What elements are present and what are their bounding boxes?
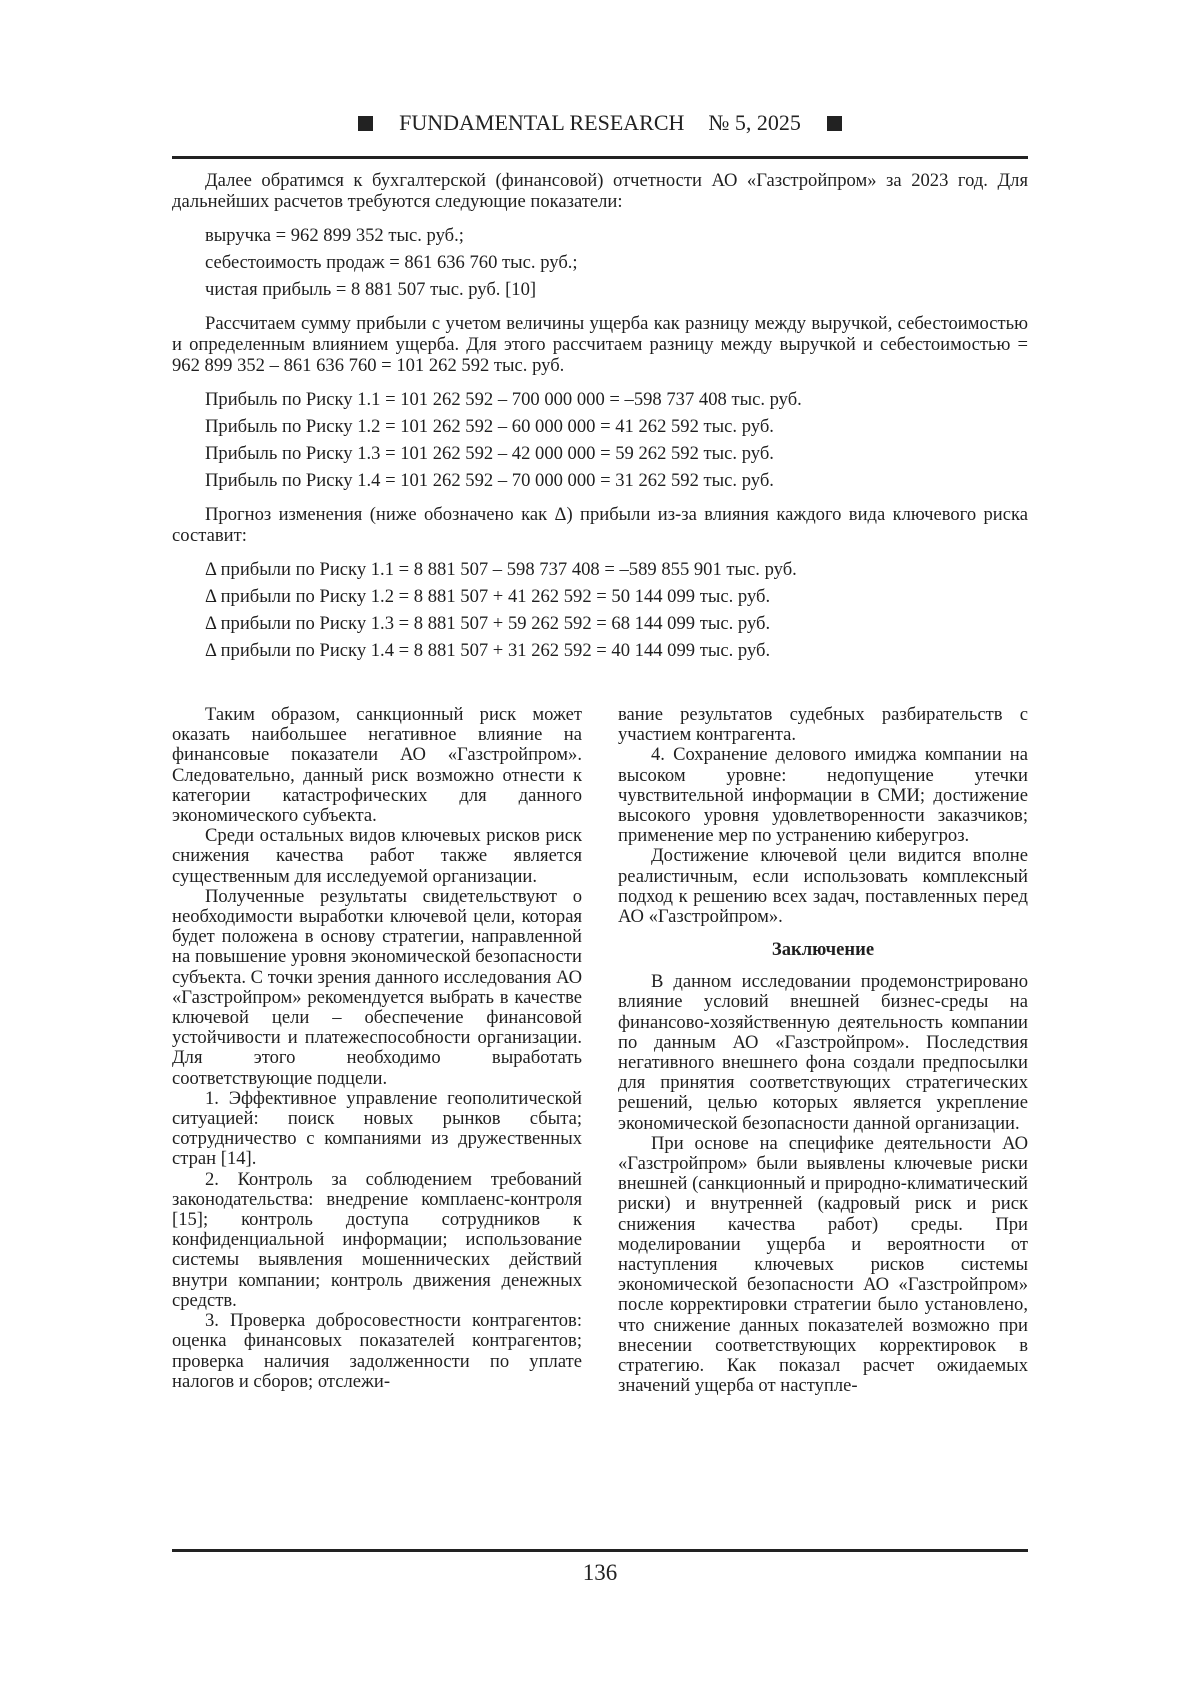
body-paragraph: Полученные результаты свидетельствуют о необходимости выработки ключевой цели, которая будет положена в основу стратегии, направленной на повышение уровня экономической безопасности субъекта. С точки зрения данного исследования АО «Газстройпром» рекомендуется выбрать в качестве ключевой цели – обеспечение финансовой устойчивости и платежеспособности организации. Для этого необходимо выработать соответствующие подцели. — [172, 885, 582, 1089]
profit-calc-paragraph: Рассчитаем сумму прибыли с учетом величины ущерба как разницу между выручкой, себестоимостью и определенным влиянием ущерба. Для этого рассчитаем разницу между выручкой и себестоимостью = 962 899 352 – 861 636 760 = 101 262 592 тыс. руб. — [172, 313, 1028, 376]
intro-paragraph: Далее обратимся к бухгалтерской (финансовой) отчетности АО «Газстройпром» за 2023 год. Для дальнейших расчетов требуются следующие показатели: — [172, 170, 1028, 212]
issue-number: № 5, 2025 — [708, 110, 801, 135]
delta-risk-row: Δ прибыли по Риску 1.3 = 8 881 507 + 59 262 592 = 68 144 099 тыс. руб. — [205, 613, 771, 634]
subgoal-item: 4. Сохранение делового имиджа компании на высоком уровне: недопущение утечки чувствительной информации в СМИ; достижение высокого уровня удовлетворенности заказчиков; применение мер по устранению киберугроз. — [618, 744, 1028, 847]
right-column — [618, 705, 1028, 1397]
body-paragraph: Таким образом, санкционный риск может оказать наибольшее негативное влияние на финансовые показатели АО «Газстройпром». Следовательно, данный риск возможно отнести к категории катастрофических для данного экономического субъекта. — [172, 704, 582, 827]
subgoal-item: 3. Проверка добросовестности контрагентов: оценка финансовых показателей контрагентов; проверка наличия задолженности по уплате налогов и сборов; отслежи- — [172, 1310, 582, 1392]
profit-risk-row: Прибыль по Риску 1.1 = 101 262 592 – 700 000 000 = –598 737 408 тыс. руб. — [205, 389, 802, 410]
subgoal-item: 2. Контроль за соблюдением требований законодательства: внедрение комплаенс-контроля [15]; контроль доступа сотрудников к конфиденциальной информации; использование системы выявления мошеннических действий внутри компании; контроль движения денежных средств. — [172, 1168, 582, 1311]
page-number: 136 — [582, 1560, 618, 1585]
journal-title: FUNDAMENTAL RESEARCH — [399, 110, 685, 135]
full-width-section — [172, 170, 1028, 664]
conclusion-paragraph: При основе на специфике деятельности АО «Газстройпром» были выявлены ключевые риски внешней (санкционный и природно-климатический риски) и внутренней (кадровый риск и риск снижения качества работ) среды. При моделировании ущерба и вероятности от наступления ключевых рисков системы экономической безопасности АО «Газстройпром» после корректировки стратегии было установлено, что снижение данных показателей возможно при внесении соответствующих корректировок в стратегию. Как показал расчет ожидаемых значений ущерба от наступле- — [618, 1132, 1028, 1397]
square-bullet-icon — [358, 116, 373, 131]
continued-paragraph: вание результатов судебных разбирательств с участием контрагента. — [618, 704, 1028, 746]
delta-calc-paragraph: Прогноз изменения (ниже обозначено как Δ) прибыли из-за влияния каждого вида ключевого риска составит: — [172, 504, 1028, 546]
profit-risk-row: Прибыль по Риску 1.3 = 101 262 592 – 42 000 000 = 59 262 592 тыс. руб. — [205, 443, 774, 464]
header-rule — [172, 156, 1028, 159]
delta-risk-row: Δ прибыли по Риску 1.2 = 8 881 507 + 41 262 592 = 50 144 099 тыс. руб. — [205, 586, 771, 607]
footer-rule — [172, 1549, 1028, 1552]
square-bullet-icon — [827, 116, 842, 131]
subgoal-item: 1. Эффективное управление геополитической ситуацией: поиск новых рынков сбыта; сотрудничество с компаниями из дружественных стран [14]. — [172, 1087, 582, 1170]
indicator-cost-of-sales: себестоимость продаж = 861 636 760 тыс. руб.; — [205, 252, 578, 273]
section-heading-conclusion: Заключение — [771, 939, 875, 961]
running-header — [172, 110, 1028, 136]
body-paragraph: Достижение ключевой цели видится вполне реалистичным, если использовать комплексный подход к решению всех задач, поставленных перед АО «Газстройпром». — [618, 845, 1028, 928]
left-column — [172, 705, 582, 1392]
delta-risk-row: Δ прибыли по Риску 1.4 = 8 881 507 + 31 262 592 = 40 144 099 тыс. руб. — [205, 640, 771, 661]
indicator-net-profit: чистая прибыль = 8 881 507 тыс. руб. [10] — [205, 279, 537, 300]
indicator-revenue: выручка = 962 899 352 тыс. руб.; — [205, 225, 464, 246]
profit-risk-row: Прибыль по Риску 1.2 = 101 262 592 – 60 000 000 = 41 262 592 тыс. руб. — [205, 416, 774, 437]
delta-risk-row: Δ прибыли по Риску 1.1 = 8 881 507 – 598 737 408 = –589 855 901 тыс. руб. — [205, 559, 797, 580]
body-paragraph: Среди остальных видов ключевых рисков риск снижения качества работ также является существенным для исследуемой организации. — [172, 825, 582, 887]
profit-risk-row: Прибыль по Риску 1.4 = 101 262 592 – 70 000 000 = 31 262 592 тыс. руб. — [205, 470, 774, 491]
conclusion-paragraph: В данном исследовании продемонстрировано влияние условий внешней бизнес-среды на финансово-хозяйственную деятельность компании по данным АО «Газстройпром». Последствия негативного внешнего фона создали предпосылки для принятия соответствующих стратегических решений, целью которых является укрепление экономической безопасности данной организации. — [618, 971, 1028, 1134]
